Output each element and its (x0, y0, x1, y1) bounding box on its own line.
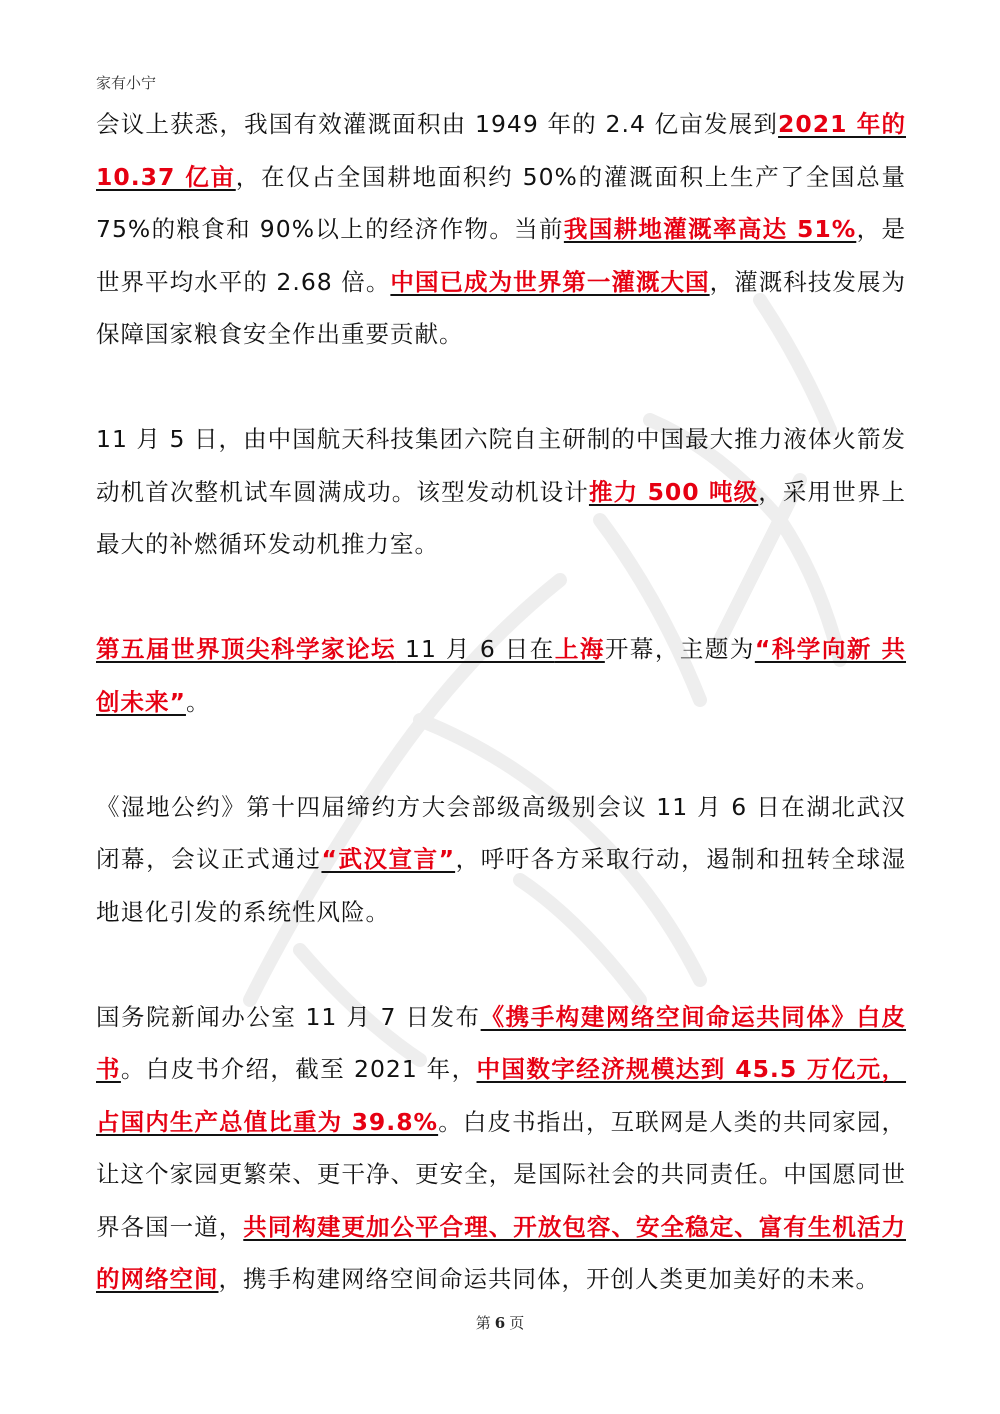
paragraph-science-forum (96, 623, 906, 728)
highlight-text: 推力 500 吨级 (588, 477, 759, 506)
page-header: 家有小宁 (96, 74, 157, 92)
underlined-text: 11 月 6 日在 (396, 635, 555, 663)
highlight-text: “科学向新 共创未来” (96, 635, 907, 716)
highlight-text: 中国已成为世界第一灌溉大国 (390, 267, 710, 296)
highlight-text: 共同构建更加公平合理、开放包容、安全稳定、富有生机活力的网络空间 (96, 1212, 906, 1293)
footer-prefix: 第 (475, 1314, 491, 1332)
paragraph-wetland-convention (96, 781, 906, 939)
highlight-text: 第五届世界顶尖科学家论坛 (96, 635, 397, 663)
body-text: 。白皮书介绍，截至 2021 年， (120, 1055, 477, 1083)
highlight-text: “武汉宣言” (321, 845, 456, 873)
body-text: 会议上获悉，我国有效灌溉面积由 1949 年的 2.4 亿亩发展到 (96, 110, 779, 138)
body-text: 国务院新闻办公室 11 月 7 日发布 (96, 1002, 481, 1031)
body-text: 。白皮书指出，互联网是人类的共同家园，让这个家园更繁荣、更干净、更安全，是国际社会的共同责任。中国愿同世界各国一道， (96, 1107, 907, 1241)
page-number: 6 (494, 1314, 506, 1332)
body-text: ，携手构建网络空间命运共同体，开创人类更加美好的未来。 (218, 1265, 880, 1293)
highlight-text: 《携手构建网络空间命运共同体》白皮书 (96, 1002, 907, 1083)
body-text: 《湿地公约》第十四届缔约方大会部级高级别会议 11 月 6 日在湖北武汉闭幕，会议正式通过 (96, 792, 906, 873)
paragraph-irrigation (96, 98, 906, 361)
body-text: ，灌溉科技发展为保障国家粮食安全作出重要贡献。 (96, 267, 907, 348)
body-text: ，采用世界上最大的补燃循环发动机推力室。 (96, 477, 907, 558)
highlight-text: 2021 年的 10.37 亿亩 (96, 110, 906, 191)
footer-suffix: 页 (509, 1314, 525, 1332)
page-footer (0, 1312, 1000, 1333)
body-text: 开幕，主题为 (604, 635, 755, 663)
document-body (96, 98, 906, 1306)
body-text: 11 月 5 日，由中国航天科技集团六院自主研制的中国最大推力液体火箭发动机首次整机试车圆满成功。该型发动机设计 (96, 425, 906, 506)
highlight-text: 我国耕地灌溉率高达 51% (563, 215, 857, 243)
body-text: 。 (185, 687, 211, 716)
highlight-text: 中国数字经济规模达到 45.5 万亿元，占国内生产总值比重为 39.8% (96, 1055, 907, 1136)
paragraph-cyberspace-whitepaper (96, 991, 906, 1306)
paragraph-rocket-engine (96, 413, 906, 571)
body-text: ，在仅占全国耕地面积约 50%的灌溉面积上生产了全国总量 75%的粮食和 90%以上的经济作物。当前 (96, 162, 907, 243)
highlight-text: 上海 (554, 635, 605, 663)
body-text: ，是世界平均水平的 2.68 倍。 (96, 215, 906, 296)
body-text: ，呼吁各方采取行动，遏制和扭转全球湿地退化引发的系统性风险。 (96, 845, 907, 926)
